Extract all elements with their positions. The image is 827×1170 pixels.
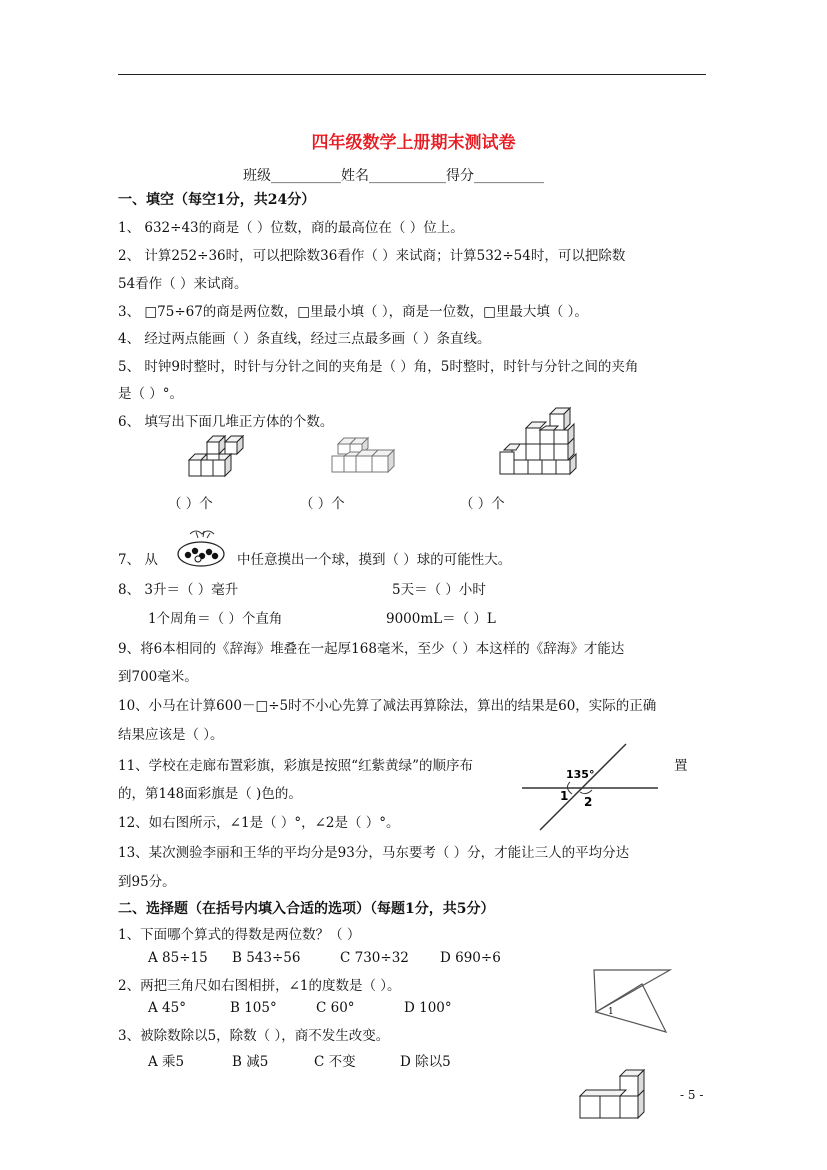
question-11-line1: 11、学校在走廊布置彩旗，彩旗是按照“红紫黄绿”的顺序布 (118, 758, 473, 774)
section2-heading: 二、选择题（在括号内填入合适的选项）（每题1分，共5分） (118, 901, 495, 917)
question-1: 1、 632÷43的商是（ ）位数，商的最高位在（ ）位上。 (118, 220, 464, 236)
cube-stack-2 (328, 436, 398, 476)
section1-heading: 一、填空（每空1分，共24分） (118, 192, 316, 208)
angle-label-2: 2 (584, 795, 593, 809)
q3-option-d: D 除以5 (400, 1054, 451, 1070)
question-12: 12、如右图所示，∠1是（ ）°，∠2是（ ）°。 (118, 815, 400, 831)
q2-option-b: B 105° (230, 1000, 277, 1016)
question-10-line2: 结果应该是（ ）。 (118, 727, 224, 743)
question-8-a: 8、 3升＝（ ）毫升 (118, 582, 239, 598)
header-rule (118, 74, 706, 75)
student-info-line: 班级__________姓名___________得分__________ (243, 168, 544, 184)
q1-option-b: B 543÷56 (232, 950, 301, 966)
question-5-line1: 5、 时钟9时整时，时针与分针之间的夹角是（ ）角，5时整时，时针与分针之间的夹角 (118, 359, 639, 375)
cube-stack-3 (498, 408, 582, 480)
question-4: 4、 经过两点能画（ ）条直线，经过三点最多画（ ）条直线。 (118, 331, 491, 347)
q6-blank-2: （ ）个 (300, 496, 345, 512)
question-11-line2: 的，第148面彩旗是（ )色的。 (118, 786, 302, 802)
question-2-line1: 2、 计算252÷36时，可以把除数36看作（ ）来试商；计算532÷54时，可以把除数 (118, 248, 626, 264)
question-11-tail: 置 (674, 758, 688, 774)
cube-stack-1 (185, 436, 265, 484)
q3-option-c: C 不变 (314, 1054, 356, 1070)
question-13-line2: 到95分。 (118, 874, 176, 890)
question-5-line2: 是（ ）°。 (118, 386, 184, 402)
question-9-line1: 9、将6本相同的《辞海》堆叠在一起厚168毫米，至少（ ）本这样的《辞海》才能达 (118, 641, 625, 657)
q2-option-a: A 45° (148, 1000, 186, 1016)
q2-option-c: C 60° (316, 1000, 355, 1016)
triangle-angle-label: 1 (608, 1007, 614, 1017)
page-number: - 5 - (680, 1088, 704, 1102)
q6-blank-3: （ ）个 (460, 496, 505, 512)
q1-option-a: A 85÷15 (148, 950, 208, 966)
angle-figure (520, 742, 660, 832)
question-9-line2: 到700毫米。 (118, 669, 198, 685)
question-8-c: 1个周角＝（ ）个直角 (148, 611, 283, 627)
choice-question-1: 1、下面哪个算式的得数是两位数？（ ） (118, 927, 361, 943)
q1-option-d: D 690÷6 (440, 950, 501, 966)
q2-option-d: D 100° (404, 1000, 452, 1016)
question-2-line2: 54看作（ ）来试商。 (118, 276, 248, 292)
q6-blank-1: （ ）个 (168, 496, 213, 512)
choice-question-2: 2、两把三角尺如右图相拼，∠1的度数是（ ）。 (118, 978, 401, 994)
q1-option-c: C 730÷32 (340, 950, 409, 966)
question-8-d: 9000mL＝（ ）L (386, 611, 496, 627)
question-7-suffix: 中任意摸出一个球，摸到（ ）球的可能性大。 (237, 552, 512, 568)
choice-question-3: 3、被除数除以5，除数（ ），商不发生改变。 (118, 1028, 390, 1044)
question-8-b: 5天＝（ ）小时 (392, 582, 486, 598)
question-6: 6、 填写出下面几堆正方体的个数。 (118, 414, 334, 430)
q3-option-b: B 减5 (232, 1054, 269, 1070)
q3-option-a: A 乘5 (148, 1054, 185, 1070)
angle-label-1: 1 (560, 789, 569, 803)
question-7-prefix: 7、 从 (118, 552, 158, 568)
set-square-figure (592, 968, 674, 1036)
page-title: 四年级数学上册期末测试卷 (311, 133, 516, 153)
question-10-line1: 10、小马在计算600－□÷5时不小心先算了减法再算除法，算出的结果是60，实际的正确 (118, 698, 657, 714)
question-3: 3、 □75÷67的商是两位数，□里最小填（ ），商是一位数，□里最大填（ ）。 (118, 304, 588, 320)
question-13-line1: 13、某次测验李丽和王华的平均分是93分，马东要考（ ）分，才能让三人的平均分达 (118, 845, 630, 861)
ball-bag-icon (176, 528, 226, 568)
angle-label-135: 135° (566, 768, 595, 781)
cube-stack-bottom (578, 1066, 652, 1122)
